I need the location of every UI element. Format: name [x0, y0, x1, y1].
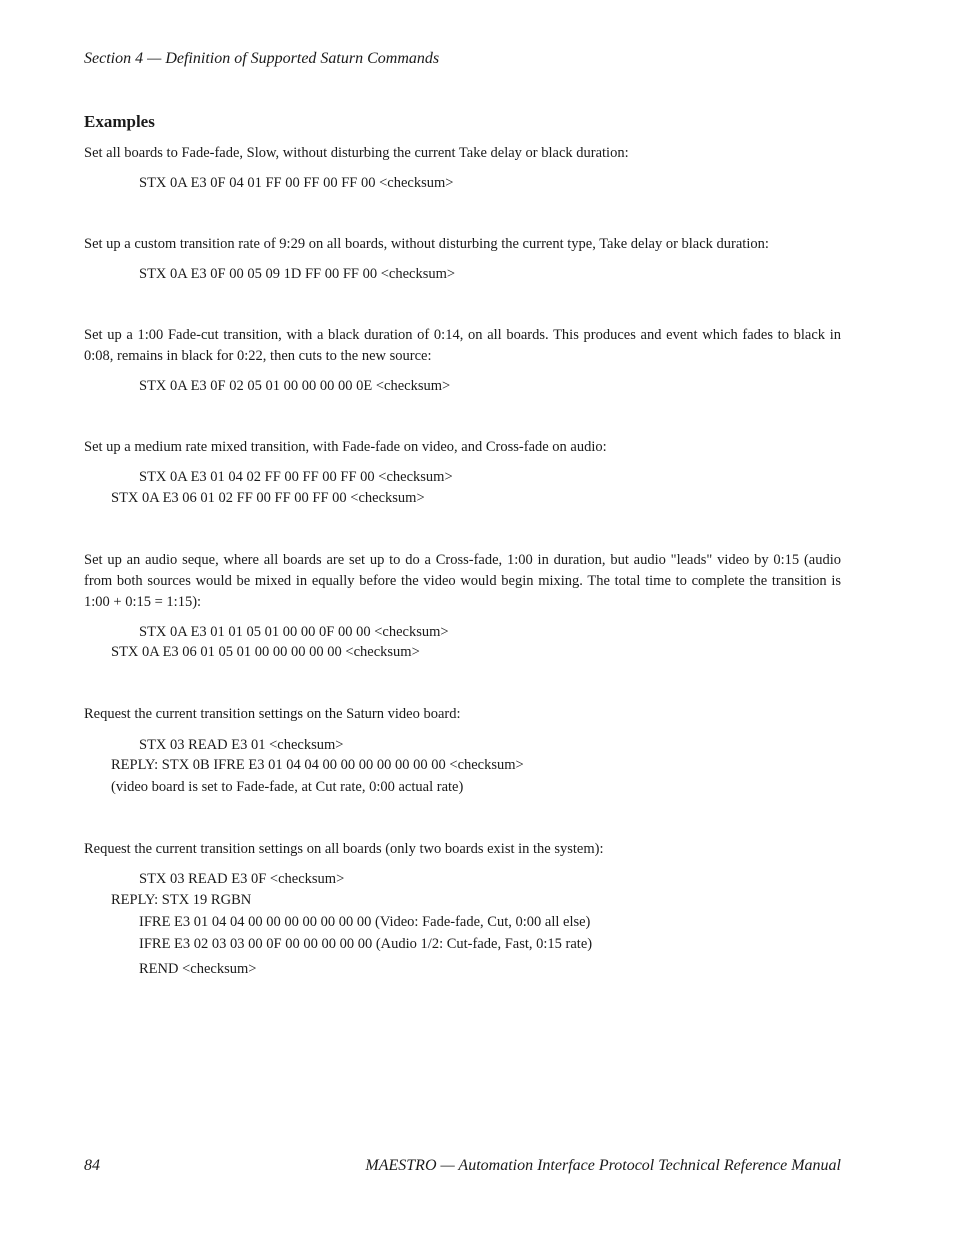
reply-line: REPLY: STX 19 RGBN	[111, 892, 252, 908]
command-line: STX 0A E3 06 01 05 01 00 00 00 00 00 <checksum>	[111, 644, 420, 660]
command-line: STX 0A E3 0F 00 05 09 1D FF 00 FF 00 <checksum>	[139, 266, 456, 282]
reply-line: IFRE E3 01 04 04 00 00 00 00 00 00 00 (Video: Fade-fade, Cut, 0:00 all else)	[139, 914, 591, 930]
command-line: STX 03 READ E3 0F <checksum>	[139, 871, 345, 887]
example-description: Request the current transition settings on the Saturn video board:	[84, 706, 461, 722]
example-description: Set up an audio seque, where all boards are set up to do a Cross-fade, 1:00 in duration, but audio "leads" video by 0:15 (audio from both sources would be mixed in equally before the video would begin mixing. The total time to complete the transition is 1:00 + 0:15 = 1:15):	[84, 552, 841, 610]
reply-line: REND <checksum>	[139, 961, 257, 977]
command-line: STX 0A E3 0F 04 01 FF 00 FF 00 FF 00 <checksum>	[139, 175, 454, 191]
command-line: STX 0A E3 01 04 02 FF 00 FF 00 FF 00 <checksum>	[139, 469, 453, 485]
reply-line: IFRE E3 02 03 03 00 0F 00 00 00 00 00 (Audio 1/2: Cut-fade, Fast, 0:15 rate)	[139, 936, 593, 952]
command-line: STX 0A E3 0F 02 05 01 00 00 00 00 0E <checksum>	[139, 378, 451, 394]
example-description: Set all boards to Fade-fade, Slow, without disturbing the current Take delay or black duration:	[84, 145, 629, 161]
example-description: Set up a custom transition rate of 9:29 on all boards, without disturbing the current type, Take delay or black duration:	[84, 236, 769, 252]
command-line: STX 03 READ E3 01 <checksum>	[139, 737, 344, 753]
example-description: Set up a 1:00 Fade-cut transition, with a black duration of 0:14, on all boards. This produces and event which fades to black in 0:08, remains in black for 0:22, then cuts to the new source:	[84, 327, 841, 364]
reply-note: (video board is set to Fade-fade, at Cut rate, 0:00 actual rate)	[111, 779, 464, 795]
command-line: STX 0A E3 01 01 05 01 00 00 0F 00 00 <checksum>	[139, 624, 449, 640]
example-description: Set up a medium rate mixed transition, with Fade-fade on video, and Cross-fade on audio:	[84, 439, 607, 455]
section-heading: Examples	[84, 112, 155, 131]
reply-line: REPLY: STX 0B IFRE E3 01 04 04 00 00 00 00 00 00 00 <checksum>	[111, 757, 524, 773]
page-number: 84	[84, 1157, 100, 1174]
example-description: Request the current transition settings on all boards (only two boards exist in the system):	[84, 841, 604, 857]
running-footer: MAESTRO — Automation Interface Protocol Technical Reference Manual	[365, 1157, 841, 1174]
command-line: STX 0A E3 06 01 02 FF 00 FF 00 FF 00 <checksum>	[111, 490, 425, 506]
running-header: Section 4 — Definition of Supported Saturn Commands	[84, 50, 440, 67]
